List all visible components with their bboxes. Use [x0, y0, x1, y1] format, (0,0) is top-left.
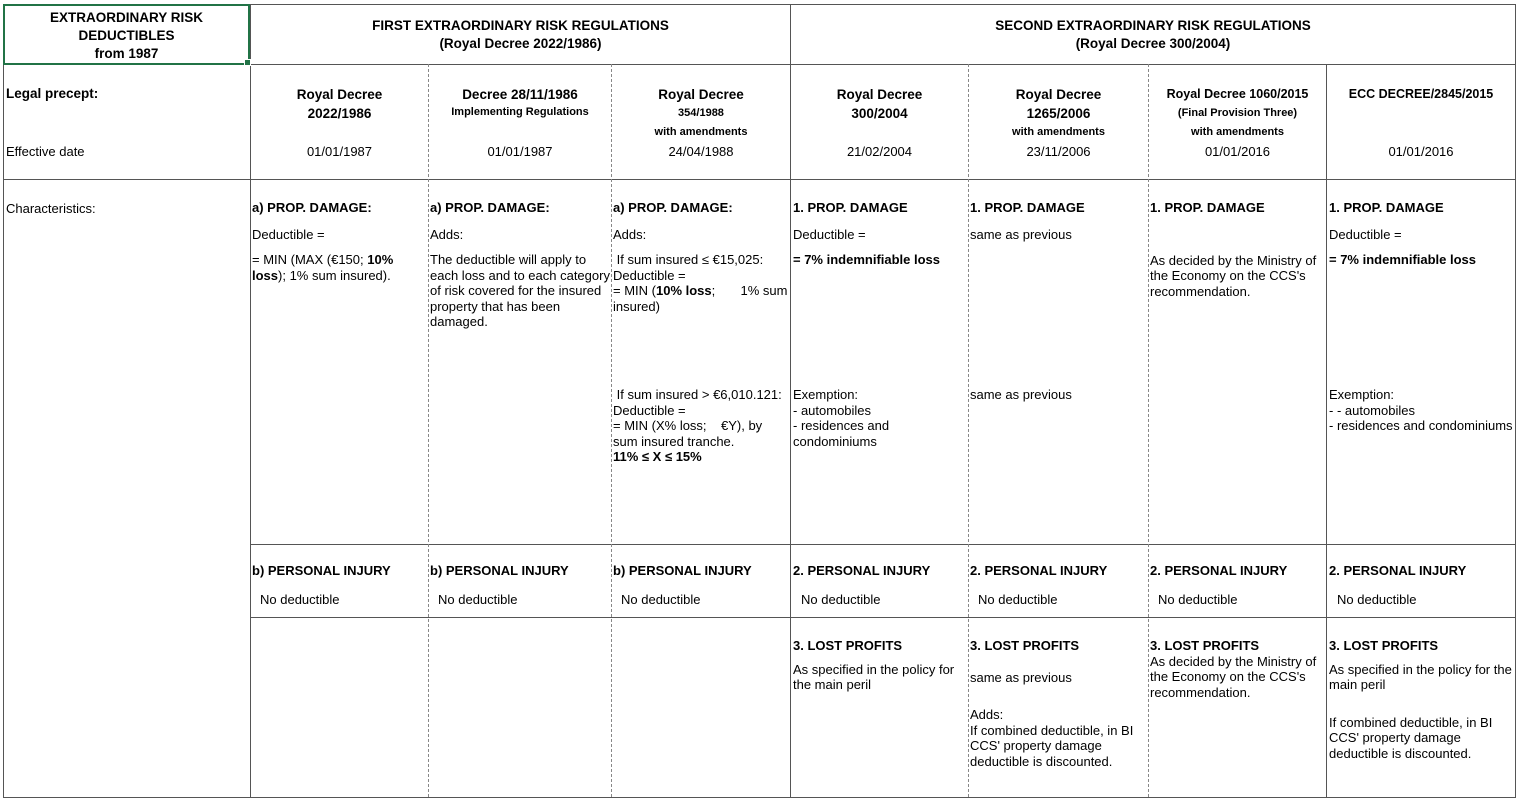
col5-prop-damage: [970, 200, 1146, 242]
col7-precept: ECC DECREE/2845/2015: [1348, 87, 1494, 101]
grid-col-divider-2: [790, 4, 791, 798]
injury-text: No deductible: [621, 591, 701, 607]
grid-dashed-1: [428, 64, 429, 797]
lost-profits-text: Adds:: [970, 707, 1004, 722]
corner-title-line: from 1987: [94, 46, 159, 61]
precept-line: 300/2004: [851, 106, 908, 121]
precept-line: with amendments: [1012, 126, 1105, 138]
prop-damage-text: Deductible =: [613, 267, 686, 283]
formula-bold: loss: [252, 267, 279, 283]
grid-dashed-3: [968, 64, 969, 797]
formula-bold: 10%: [367, 252, 394, 267]
lost-profits-title: 3. LOST PROFITS: [1150, 638, 1260, 653]
prop-damage-text: Deductible =: [793, 226, 866, 242]
col6-effective-date: 01/01/2016: [1204, 144, 1271, 159]
prop-damage-text: Deductible =: [252, 226, 325, 242]
row-label-effective-date: Effective date: [6, 144, 85, 159]
prop-damage-text: If sum insured > €6,010.121:: [613, 387, 782, 402]
injury-title: b) PERSONAL INJURY: [430, 563, 569, 578]
col4-precept: [791, 85, 968, 123]
precept-line: with amendments: [1191, 126, 1284, 138]
corner-title: [5, 9, 248, 63]
exemption-text: - residences and condominiums: [1329, 418, 1513, 433]
corner-title-line: EXTRAORDINARY RISK: [49, 10, 203, 25]
prop-damage-title: a) PROP. DAMAGE:: [430, 200, 550, 215]
precept-line: Royal Decree: [658, 87, 744, 102]
precept-line: Decree 28/11/1986: [462, 87, 578, 102]
col5-exemption: same as previous: [970, 387, 1072, 402]
grid-col-divider-3: [1326, 64, 1327, 797]
col2-precept: [429, 85, 611, 120]
col4-lost-profits: [793, 638, 966, 693]
prop-damage-text: As decided by the Ministry of the Economy on the CCS's recommendation.: [1150, 252, 1317, 299]
col2-effective-date: 01/01/1987: [487, 144, 553, 159]
corner-title-line: DEDUCTIBLES: [78, 28, 175, 43]
injury-title: b) PERSONAL INJURY: [252, 563, 391, 578]
injury-title: 2. PERSONAL INJURY: [970, 563, 1108, 578]
group-title: SECOND EXTRAORDINARY RISK REGULATIONS: [995, 18, 1311, 33]
col4-effective-date: 21/02/2004: [846, 144, 913, 159]
col5-effective-date: 23/11/2006: [1026, 144, 1091, 159]
col2-personal-injury: [430, 563, 610, 607]
grid-col-divider-1: [250, 4, 251, 798]
precept-line: (Final Provision Three): [1177, 107, 1298, 119]
col1-personal-injury: [252, 563, 426, 607]
col3-prop-damage-tranche: [613, 387, 789, 465]
lost-profits-text: As decided by the Ministry of the Economy on the CCS's recommendation.: [1150, 653, 1317, 700]
row-label-legal-precept: Legal precept:: [6, 86, 99, 101]
col3-prop-damage: [613, 200, 789, 314]
injury-title: b) PERSONAL INJURY: [613, 563, 752, 578]
group-subtitle: (Royal Decree 2022/1986): [439, 36, 602, 51]
prop-damage-formula: = 7% indemnifiable loss: [1329, 252, 1477, 267]
exemption-text: Exemption:: [1329, 387, 1395, 402]
injury-title: 2. PERSONAL INJURY: [793, 563, 931, 578]
prop-damage-title: 1. PROP. DAMAGE: [1329, 200, 1444, 215]
col3-precept: [612, 85, 790, 142]
formula-part: = MIN (MAX (€150;: [252, 252, 368, 267]
col7-personal-injury: [1329, 563, 1514, 607]
col4-exemption: [793, 387, 966, 449]
formula-part: = MIN (: [613, 283, 656, 298]
col4-prop-damage: [793, 200, 966, 268]
col7-exemption: [1329, 387, 1514, 434]
lost-profits-title: 3. LOST PROFITS: [1329, 638, 1439, 653]
grid-dashed-2: [611, 64, 612, 797]
precept-line: Royal Decree: [836, 87, 923, 102]
precept-line: Royal Decree 1060/2015: [1166, 87, 1309, 101]
injury-text: No deductible: [1158, 591, 1238, 607]
injury-text: No deductible: [978, 591, 1058, 607]
col6-precept: [1149, 85, 1326, 142]
prop-damage-range: 11% ≤ X ≤ 15%: [613, 449, 702, 464]
grid-right-border: [1515, 4, 1516, 798]
formula-part: ); 1% sum insured).: [278, 267, 391, 283]
grid-left-border: [3, 4, 4, 798]
lost-profits-text: If combined deductible, in BI CCS' property damage deductible is discounted.: [1329, 714, 1493, 761]
prop-damage-text: If sum insured ≤ €15,025:: [613, 252, 764, 267]
prop-damage-formula: [613, 283, 789, 299]
prop-damage-text: Deductible =: [1329, 226, 1402, 242]
grid-precept-separator: [3, 179, 1516, 180]
lost-profits-text: same as previous: [970, 669, 1072, 685]
prop-damage-text: The deductible will apply to each loss and to each category of risk covered for the insured property that has been damaged.: [430, 252, 610, 329]
prop-damage-text: Adds:: [613, 226, 647, 242]
grid-bottom-border: [3, 797, 1516, 798]
precept-line: 1265/2006: [1026, 106, 1091, 121]
lost-profits-text: As specified in the policy for the main peril: [1329, 661, 1512, 692]
col1-prop-damage: [252, 200, 426, 283]
exemption-text: - residences and: [793, 418, 890, 433]
exemption-text: - automobiles: [793, 402, 872, 418]
group-header-second: [791, 17, 1515, 53]
group-header-first: [251, 17, 790, 53]
col6-personal-injury: [1150, 563, 1324, 607]
injury-text: No deductible: [801, 591, 881, 607]
prop-damage-text: same as previous: [970, 226, 1072, 242]
col5-lost-profits: [970, 638, 1146, 769]
prop-damage-title: a) PROP. DAMAGE:: [252, 200, 372, 215]
col7-lost-profits: [1329, 638, 1514, 761]
row-label-characteristics: Characteristics:: [6, 201, 96, 216]
injury-text: No deductible: [260, 591, 340, 607]
injury-text: No deductible: [438, 591, 518, 607]
prop-damage-formula: = 7% indemnifiable loss: [793, 252, 941, 267]
col6-lost-profits: [1150, 638, 1324, 700]
injury-title: 2. PERSONAL INJURY: [1329, 563, 1467, 578]
precept-line: 2022/1986: [307, 106, 372, 121]
col7-prop-damage: [1329, 200, 1514, 268]
prop-damage-text: = MIN (X% loss; €Y), by: [613, 418, 763, 433]
precept-line: Royal Decree: [1015, 87, 1102, 102]
prop-damage-text: insured): [613, 298, 660, 314]
col4-personal-injury: [793, 563, 966, 607]
prop-damage-text: Deductible =: [613, 402, 686, 418]
group-title: FIRST EXTRAORDINARY RISK REGULATIONS: [372, 18, 669, 33]
lost-profits-title: 3. LOST PROFITS: [970, 638, 1080, 653]
injury-title: 2. PERSONAL INJURY: [1150, 563, 1288, 578]
group-subtitle: (Royal Decree 300/2004): [1075, 36, 1231, 51]
prop-damage-title: 1. PROP. DAMAGE: [793, 200, 908, 215]
formula-part: ; 1% sum: [711, 283, 788, 298]
exemption-text: condominiums: [793, 433, 877, 449]
col3-effective-date: 24/04/1988: [668, 144, 734, 159]
precept-line: Royal Decree: [296, 87, 383, 102]
injury-text: No deductible: [1337, 591, 1417, 607]
lost-profits-text: If combined deductible, in BI CCS' property damage deductible is discounted.: [970, 722, 1134, 769]
col3-personal-injury: [613, 563, 789, 607]
lost-profits-title: 3. LOST PROFITS: [793, 638, 903, 653]
col1-effective-date: 01/01/1987: [306, 144, 373, 159]
formula-bold: 10% loss: [655, 283, 712, 298]
lost-profits-text: As specified in the policy for the main peril: [793, 661, 955, 692]
col7-effective-date: 01/01/2016: [1388, 144, 1454, 159]
grid-dashed-4: [1148, 64, 1149, 797]
exemption-text: Exemption:: [793, 387, 859, 402]
prop-damage-text: sum insured tranche.: [613, 433, 735, 449]
precept-line: 354/1988: [678, 107, 724, 119]
precept-line: Implementing Regulations: [451, 106, 589, 118]
col6-prop-damage: [1150, 200, 1324, 299]
prop-damage-text: Adds:: [430, 226, 464, 242]
prop-damage-formula: [252, 252, 426, 283]
col5-personal-injury: [970, 563, 1146, 607]
col2-prop-damage: [430, 200, 610, 330]
prop-damage-title: a) PROP. DAMAGE:: [613, 200, 733, 215]
precept-line: with amendments: [654, 126, 748, 138]
col5-precept: [969, 85, 1148, 142]
col1-precept: [251, 85, 428, 123]
prop-damage-title: 1. PROP. DAMAGE: [1150, 200, 1265, 215]
prop-damage-title: 1. PROP. DAMAGE: [970, 200, 1085, 215]
exemption-text: - - automobiles: [1329, 402, 1415, 418]
